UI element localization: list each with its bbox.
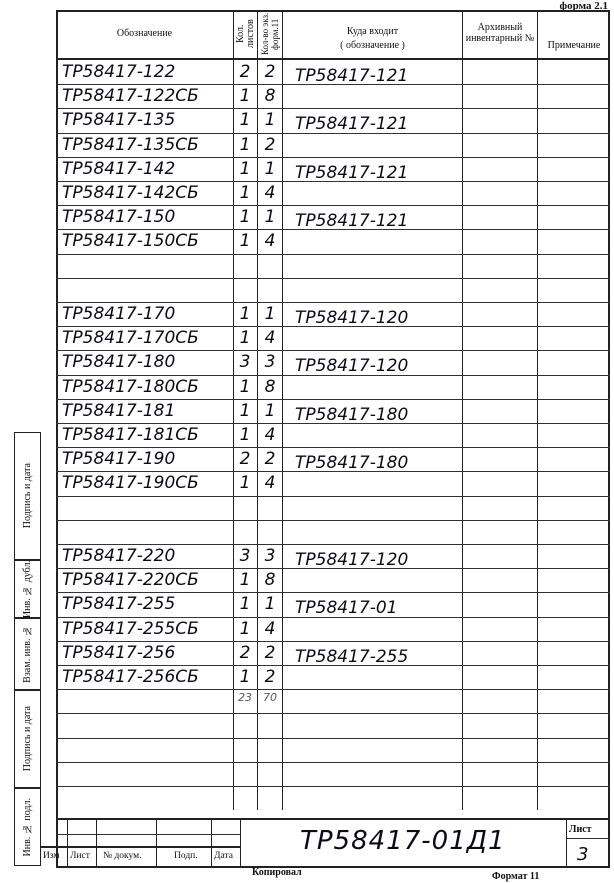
designation-cell: ТР58417-150СБ <box>62 231 199 252</box>
where-used-cell: ТР58417-121 <box>295 114 409 135</box>
sheets-cell: 1 <box>239 667 251 687</box>
copies-cell: 3 <box>264 352 276 373</box>
row-line <box>56 350 610 351</box>
sheets-cell: 23 <box>238 691 252 705</box>
side-box-replacement-inv: Взам. инв. № <box>14 618 41 690</box>
stamp-line-3 <box>40 846 240 848</box>
sheets-cell: 1 <box>239 183 251 203</box>
copies-cell: 1 <box>264 207 276 228</box>
sheets-cell: 1 <box>239 207 251 228</box>
where-used-cell: ТР58417-01 <box>295 598 398 619</box>
sheets-cell: 1 <box>239 231 251 252</box>
designation-cell: ТР58417-122СБ <box>62 86 199 107</box>
designation-cell: ТР58417-170 <box>62 304 176 324</box>
designation-cell: ТР58417-135СБ <box>62 134 199 155</box>
side-box-original-inv: Инв. № подл. <box>14 788 41 866</box>
stamp-izm-label: Изм <box>43 851 60 861</box>
where-used-cell: ТР58417-255 <box>295 646 409 667</box>
sheets-cell: 3 <box>239 352 251 373</box>
where-used-cell: ТР58417-120 <box>295 356 409 377</box>
row-line <box>56 520 610 521</box>
designation-cell: ТР58417-220СБ <box>62 570 199 591</box>
stamp-divider-date <box>240 818 241 866</box>
sheets-cell: 1 <box>239 110 251 131</box>
copies-cell: 8 <box>264 376 276 397</box>
copies-cell: 4 <box>264 618 276 639</box>
copies-cell: 1 <box>264 158 276 179</box>
designation-cell: ТР58417-181 <box>62 400 176 421</box>
row-line <box>56 278 610 279</box>
designation-cell: ТР58417-255СБ <box>62 618 199 639</box>
sheets-cell: 1 <box>239 376 251 397</box>
row-line <box>56 496 610 497</box>
copies-cell: 3 <box>264 546 276 566</box>
copies-cell: 4 <box>264 183 276 203</box>
sheets-cell: 1 <box>239 570 251 591</box>
row-line <box>56 254 610 255</box>
sheets-cell: 2 <box>239 62 251 82</box>
footer-copied: Копировал <box>252 867 302 878</box>
stamp-list-label: Лист <box>70 851 90 861</box>
sheets-cell: 3 <box>239 546 251 566</box>
designation-cell: ТР58417-135 <box>62 110 176 131</box>
sheets-cell: 1 <box>239 304 251 324</box>
stamp-sign-label: Подп. <box>174 851 198 861</box>
copies-cell: 1 <box>264 400 276 421</box>
row-line <box>56 786 610 787</box>
stamp-divider-doc <box>156 818 157 866</box>
where-used-cell: ТР58417-120 <box>295 550 409 570</box>
copies-cell: 2 <box>264 667 276 687</box>
designation-cell: ТР58417-142СБ <box>62 183 199 203</box>
stamp-divider-list <box>96 818 97 866</box>
designation-cell: ТР58417-170СБ <box>62 328 199 349</box>
sheets-cell: 2 <box>239 642 251 663</box>
row-line <box>56 108 610 109</box>
row-line <box>56 544 610 545</box>
stamp-divider-izm <box>67 818 68 866</box>
row-line <box>56 157 610 158</box>
form-label: форма 2.1 <box>559 0 608 12</box>
sheets-cell: 2 <box>239 449 251 470</box>
side-box-duplicate-inv: Инв. № дубл. <box>14 560 41 618</box>
sheets-cell: 1 <box>239 158 251 179</box>
designation-cell: ТР58417-181СБ <box>62 425 199 445</box>
where-used-cell: ТР58417-121 <box>295 162 409 183</box>
row-line <box>56 399 610 400</box>
copies-cell: 2 <box>264 449 276 470</box>
designation-cell: ТР58417-122 <box>62 62 176 82</box>
footer-format: Формат 11 <box>492 871 540 882</box>
sheets-cell: 1 <box>239 86 251 107</box>
side-box-signature-date-2: Подпись и дата <box>14 690 41 788</box>
designation-cell: ТР58417-256 <box>62 642 176 663</box>
sheets-cell: 1 <box>239 594 251 615</box>
sheet-label: Лист <box>569 824 592 835</box>
where-used-cell: ТР58417-121 <box>295 211 409 232</box>
copies-cell: 1 <box>264 110 276 131</box>
copies-cell: 2 <box>264 642 276 663</box>
designation-cell: ТР58417-220 <box>62 546 176 566</box>
row-line <box>56 302 610 303</box>
copies-cell: 4 <box>264 231 276 252</box>
copies-cell: 4 <box>264 425 276 445</box>
copies-cell: 70 <box>263 691 277 705</box>
row-line <box>56 713 610 714</box>
designation-cell: ТР58417-180 <box>62 352 176 373</box>
row-line <box>56 738 610 739</box>
copies-cell: 8 <box>264 86 276 107</box>
sheets-cell: 1 <box>239 328 251 349</box>
row-line <box>56 205 610 206</box>
header-where-used-sub: ( обозначение ) <box>340 40 405 51</box>
copies-cell: 2 <box>264 62 276 82</box>
row-line <box>56 447 610 448</box>
header-archive-no: Архивный инвентарный № <box>465 22 535 44</box>
copies-cell: 1 <box>264 304 276 324</box>
header-copies-count: Кол-во экз. форм.11 <box>260 12 280 56</box>
header-where-used: Куда входит <box>346 26 399 37</box>
designation-cell: ТР58417-150 <box>62 207 176 228</box>
copies-cell: 1 <box>264 594 276 615</box>
sheet-number: 3 <box>577 844 589 865</box>
side-box-signature-date-1: Подпись и дата <box>14 432 41 560</box>
sheets-cell: 1 <box>239 618 251 639</box>
header-divider <box>56 58 610 60</box>
copies-cell: 8 <box>264 570 276 591</box>
stamp-doc-label: № докум. <box>103 851 142 861</box>
stamp-top-line <box>56 818 610 820</box>
designation-cell: ТР58417-142 <box>62 158 176 179</box>
stamp-divider-sign <box>211 818 212 866</box>
where-used-cell: ТР58417-180 <box>295 453 409 474</box>
designation-cell: ТР58417-190 <box>62 449 176 470</box>
sheets-cell: 1 <box>239 134 251 155</box>
row-line <box>56 641 610 642</box>
designation-cell: ТР58417-190СБ <box>62 473 199 494</box>
stamp-date-label: Дата <box>214 851 233 861</box>
row-line <box>56 689 610 690</box>
row-line <box>56 762 610 763</box>
sheets-cell: 1 <box>239 425 251 445</box>
stamp-divider-sheet <box>566 818 567 866</box>
header-designation: Обозначение <box>116 28 173 39</box>
document-code: ТР58417-01Д1 <box>300 826 506 856</box>
copies-cell: 4 <box>264 328 276 349</box>
stamp-line-2 <box>56 834 240 835</box>
header-sheets-count: Кол. листов <box>234 19 256 49</box>
where-used-cell: ТР58417-120 <box>295 308 409 328</box>
stamp-sheet-divider <box>566 838 610 839</box>
designation-cell: ТР58417-255 <box>62 594 176 615</box>
where-used-cell: ТР58417-121 <box>295 66 409 86</box>
copies-cell: 2 <box>264 134 276 155</box>
copies-cell: 4 <box>264 473 276 494</box>
designation-cell: ТР58417-256СБ <box>62 667 199 687</box>
sheets-cell: 1 <box>239 473 251 494</box>
designation-cell: ТР58417-180СБ <box>62 376 199 397</box>
sheets-cell: 1 <box>239 400 251 421</box>
header-note: Примечание <box>547 40 601 51</box>
where-used-cell: ТР58417-180 <box>295 404 409 425</box>
row-line <box>56 592 610 593</box>
